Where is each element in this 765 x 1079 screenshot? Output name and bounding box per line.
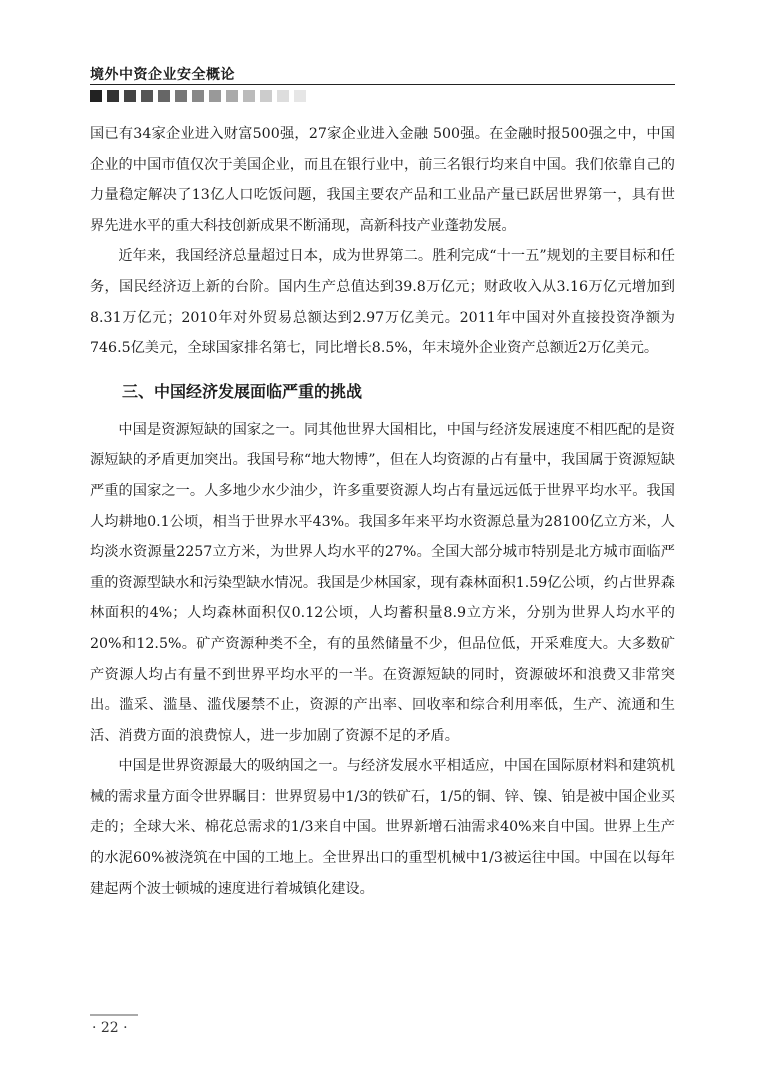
paragraph: 中国是世界资源最大的吸纳国之一。与经济发展水平相适应，中国在国际原材料和建筑机械的需求量方面令世界瞩目：世界贸易中1/3的铁矿石，1/5的铜、锌、镍、铂是被中国企业买走的；全球大米、棉花总需求的1/3来自中国。世界新增石油需求40%来自中国。世界上生产的水泥60%被浇筑在中国的工地上。全世界出口的重型机械中1/3被运往中国。中国在以每年建起两个波士顿城的速度进行着城镇化建设。 (90, 758, 675, 897)
header-square (141, 90, 153, 102)
page-number: · 22 · (92, 1020, 128, 1036)
header-square (209, 90, 221, 102)
header-square (90, 90, 102, 102)
header-square (158, 90, 170, 102)
header-square (124, 90, 136, 102)
header-square (192, 90, 204, 102)
header-square (107, 90, 119, 102)
header-square (226, 90, 238, 102)
paragraph-continued: 国已有34家企业进入财富500强，27家企业进入金融 500强。在金融时报500强之中，中国企业的中国市值仅次于美国企业，而且在银行业中，前三名银行均来自中国。我们依靠自己的力量稳定解决了13亿人口吃饭问题，我国主要农产品和工业品产量已跃居世界第一，具有世界先进水平的重大科技创新成果不断涌现，高新科技产业蓬勃发展。 (90, 126, 675, 234)
paragraph: 中国是资源短缺的国家之一。同其他世界大国相比，中国与经济发展速度不相匹配的是资源短缺的矛盾更加突出。我国号称“地大物博”，但在人均资源的占有量中，我国属于资源短缺严重的国家之一。人多地少水少油少，许多重要资源人均占有量远远低于世界平均水平。我国人均耕地0.1公顷，相当于世界水平43%。我国多年来平均水资源总量为28100亿立方米，人均淡水资源量2257立方米，为世界人均水平的27%。全国大部分城市特别是北方城市面临严重的资源型缺水和污染型缺水情况。我国是少林国家，现有森林面积1.59亿公顷，约占世界森林面积的4%；人均森林面积仅0.12公顷，人均蓄积量8.9立方米，分别为世界人均水平的20%和12.5%。矿产资源种类不全，有的虽然储量不少，但品位低，开采难度大。大多数矿产资源人均占有量不到世界平均水平的一半。在资源短缺的同时，资源破坏和浪费又非常突出。滥采、滥垦、滥伐屡禁不止，资源的产出率、回收率和综合利用率低，生产、流通和生活、消费方面的浪费惊人，进一步加剧了资源不足的矛盾。 (90, 421, 675, 744)
running-title: 境外中资企业安全概论 (90, 67, 235, 83)
header-square (294, 90, 306, 102)
header-square (277, 90, 289, 102)
header-square (243, 90, 255, 102)
decorative-square-strip (90, 90, 306, 102)
section-heading: 三、中国经济发展面临严重的挑战 (122, 381, 363, 401)
paragraph: 近年来，我国经济总量超过日本，成为世界第二。胜利完成“十一五”规划的主要目标和任务，国民经济迈上新的台阶。国内生产总值达到39.8万亿元；财政收入从3.16万亿元增加到8.31万亿元；2010年对外贸易总额达到2.97万亿美元。2011年中国对外直接投资净额为746.5亿美元，全球国家排名第七，同比增长8.5%，年末境外企业资产总额近2万亿美元。 (90, 248, 675, 357)
header-rule (90, 84, 675, 85)
header-square (260, 90, 272, 102)
footer-rule (90, 1014, 138, 1016)
header-square (175, 90, 187, 102)
page-body (90, 119, 675, 904)
